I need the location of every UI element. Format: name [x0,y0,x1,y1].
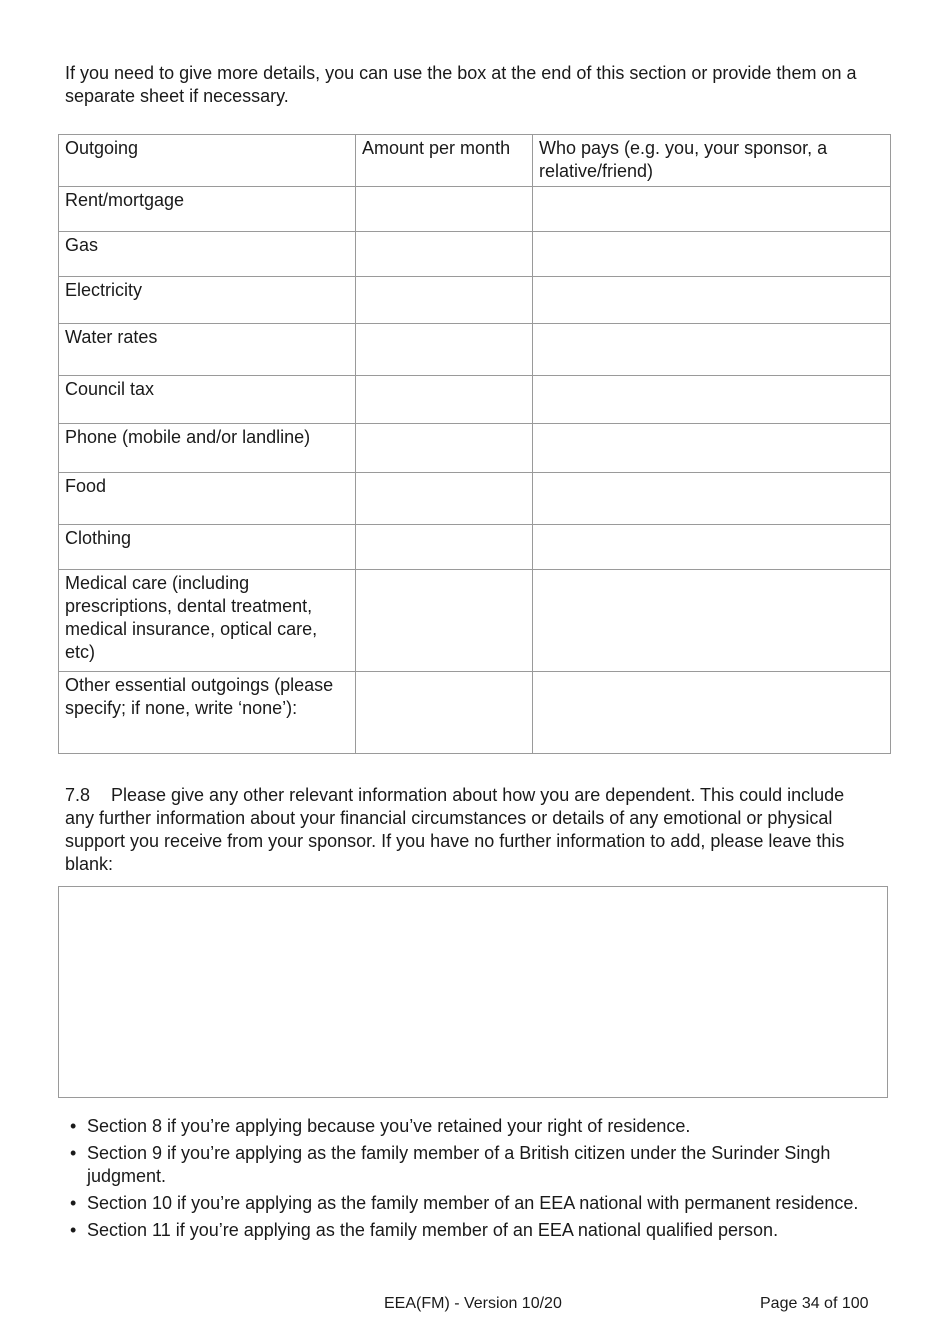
row-label-food: Food [59,473,356,525]
row-label-gas: Gas [59,232,356,277]
table-row [59,187,891,232]
intro-text: If you need to give more details, you can use the box at the end of this section or provide them on a separate sheet if necessary. [65,63,857,106]
list-item-text: Section 8 if you’re applying because you’ve retained your right of residence. [87,1116,691,1136]
amount-field-phone[interactable] [356,424,533,473]
who-pays-field-phone[interactable] [533,424,891,473]
header-who-pays: Who pays (e.g. you, your sponsor, a relative/friend) [533,135,891,187]
row-label-other-outgoings: Other essential outgoings (please specify; if none, write ‘none’): [59,672,356,754]
amount-field-food[interactable] [356,473,533,525]
table-row [59,672,891,754]
list-item [70,1192,890,1215]
table-header-row [59,135,891,187]
question-text: Please give any other relevant information about how you are dependent. This could include any further information about your financial circumstances or details of any emotional or physical support you receive from your sponsor. If you have no further information to add, please leave this blank: [65,785,845,874]
row-label-water-rates: Water rates [59,324,356,376]
table-row [59,232,891,277]
table-row [59,324,891,376]
row-label-electricity: Electricity [59,277,356,324]
row-label-council-tax: Council tax [59,376,356,424]
who-pays-field-rent-mortgage[interactable] [533,187,891,232]
outgoings-table [58,134,891,754]
list-item-text: Section 11 if you’re applying as the family member of an EEA national qualified person. [87,1220,779,1240]
bullet-icon: • [70,1143,77,1163]
amount-field-council-tax[interactable] [356,376,533,424]
table-row [59,376,891,424]
bullet-icon: • [70,1220,77,1240]
row-label-phone: Phone (mobile and/or landline) [59,424,356,473]
row-label-rent-mortgage: Rent/mortgage [59,187,356,232]
who-pays-field-electricity[interactable] [533,277,891,324]
amount-field-water-rates[interactable] [356,324,533,376]
bullet-icon: • [70,1193,77,1213]
table-row [59,570,891,672]
table-row [59,424,891,473]
header-amount-per-month: Amount per month [356,135,533,187]
who-pays-field-food[interactable] [533,473,891,525]
amount-field-rent-mortgage[interactable] [356,187,533,232]
who-pays-field-other-outgoings[interactable] [533,672,891,754]
who-pays-field-council-tax[interactable] [533,376,891,424]
table-row [59,473,891,525]
list-item-text: Section 10 if you’re applying as the family member of an EEA national with permanent residence. [87,1193,859,1213]
amount-field-clothing[interactable] [356,525,533,570]
who-pays-field-gas[interactable] [533,232,891,277]
amount-field-gas[interactable] [356,232,533,277]
list-item-text: Section 9 if you’re applying as the family member of a British citizen under the Surinder Singh judgment. [87,1143,831,1186]
list-item [70,1115,890,1138]
section-list [70,1115,890,1246]
who-pays-field-medical-care[interactable] [533,570,891,672]
row-label-clothing: Clothing [59,525,356,570]
header-outgoing: Outgoing [59,135,356,187]
list-item [70,1142,890,1188]
list-item [70,1219,890,1242]
form-version: EEA(FM) - Version 10/20 [384,1295,562,1312]
page-number: Page 34 of 100 [760,1295,869,1312]
question-7-8 [65,784,865,876]
table-row [59,277,891,324]
amount-field-medical-care[interactable] [356,570,533,672]
bullet-icon: • [70,1116,77,1136]
answer-box-7-8[interactable] [58,886,888,1098]
amount-field-electricity[interactable] [356,277,533,324]
amount-field-other-outgoings[interactable] [356,672,533,754]
question-number: 7.8 [65,785,91,805]
who-pays-field-clothing[interactable] [533,525,891,570]
table-row [59,525,891,570]
who-pays-field-water-rates[interactable] [533,324,891,376]
row-label-medical-care: Medical care (including prescriptions, dental treatment, medical insurance, optical care, etc) [59,570,356,672]
